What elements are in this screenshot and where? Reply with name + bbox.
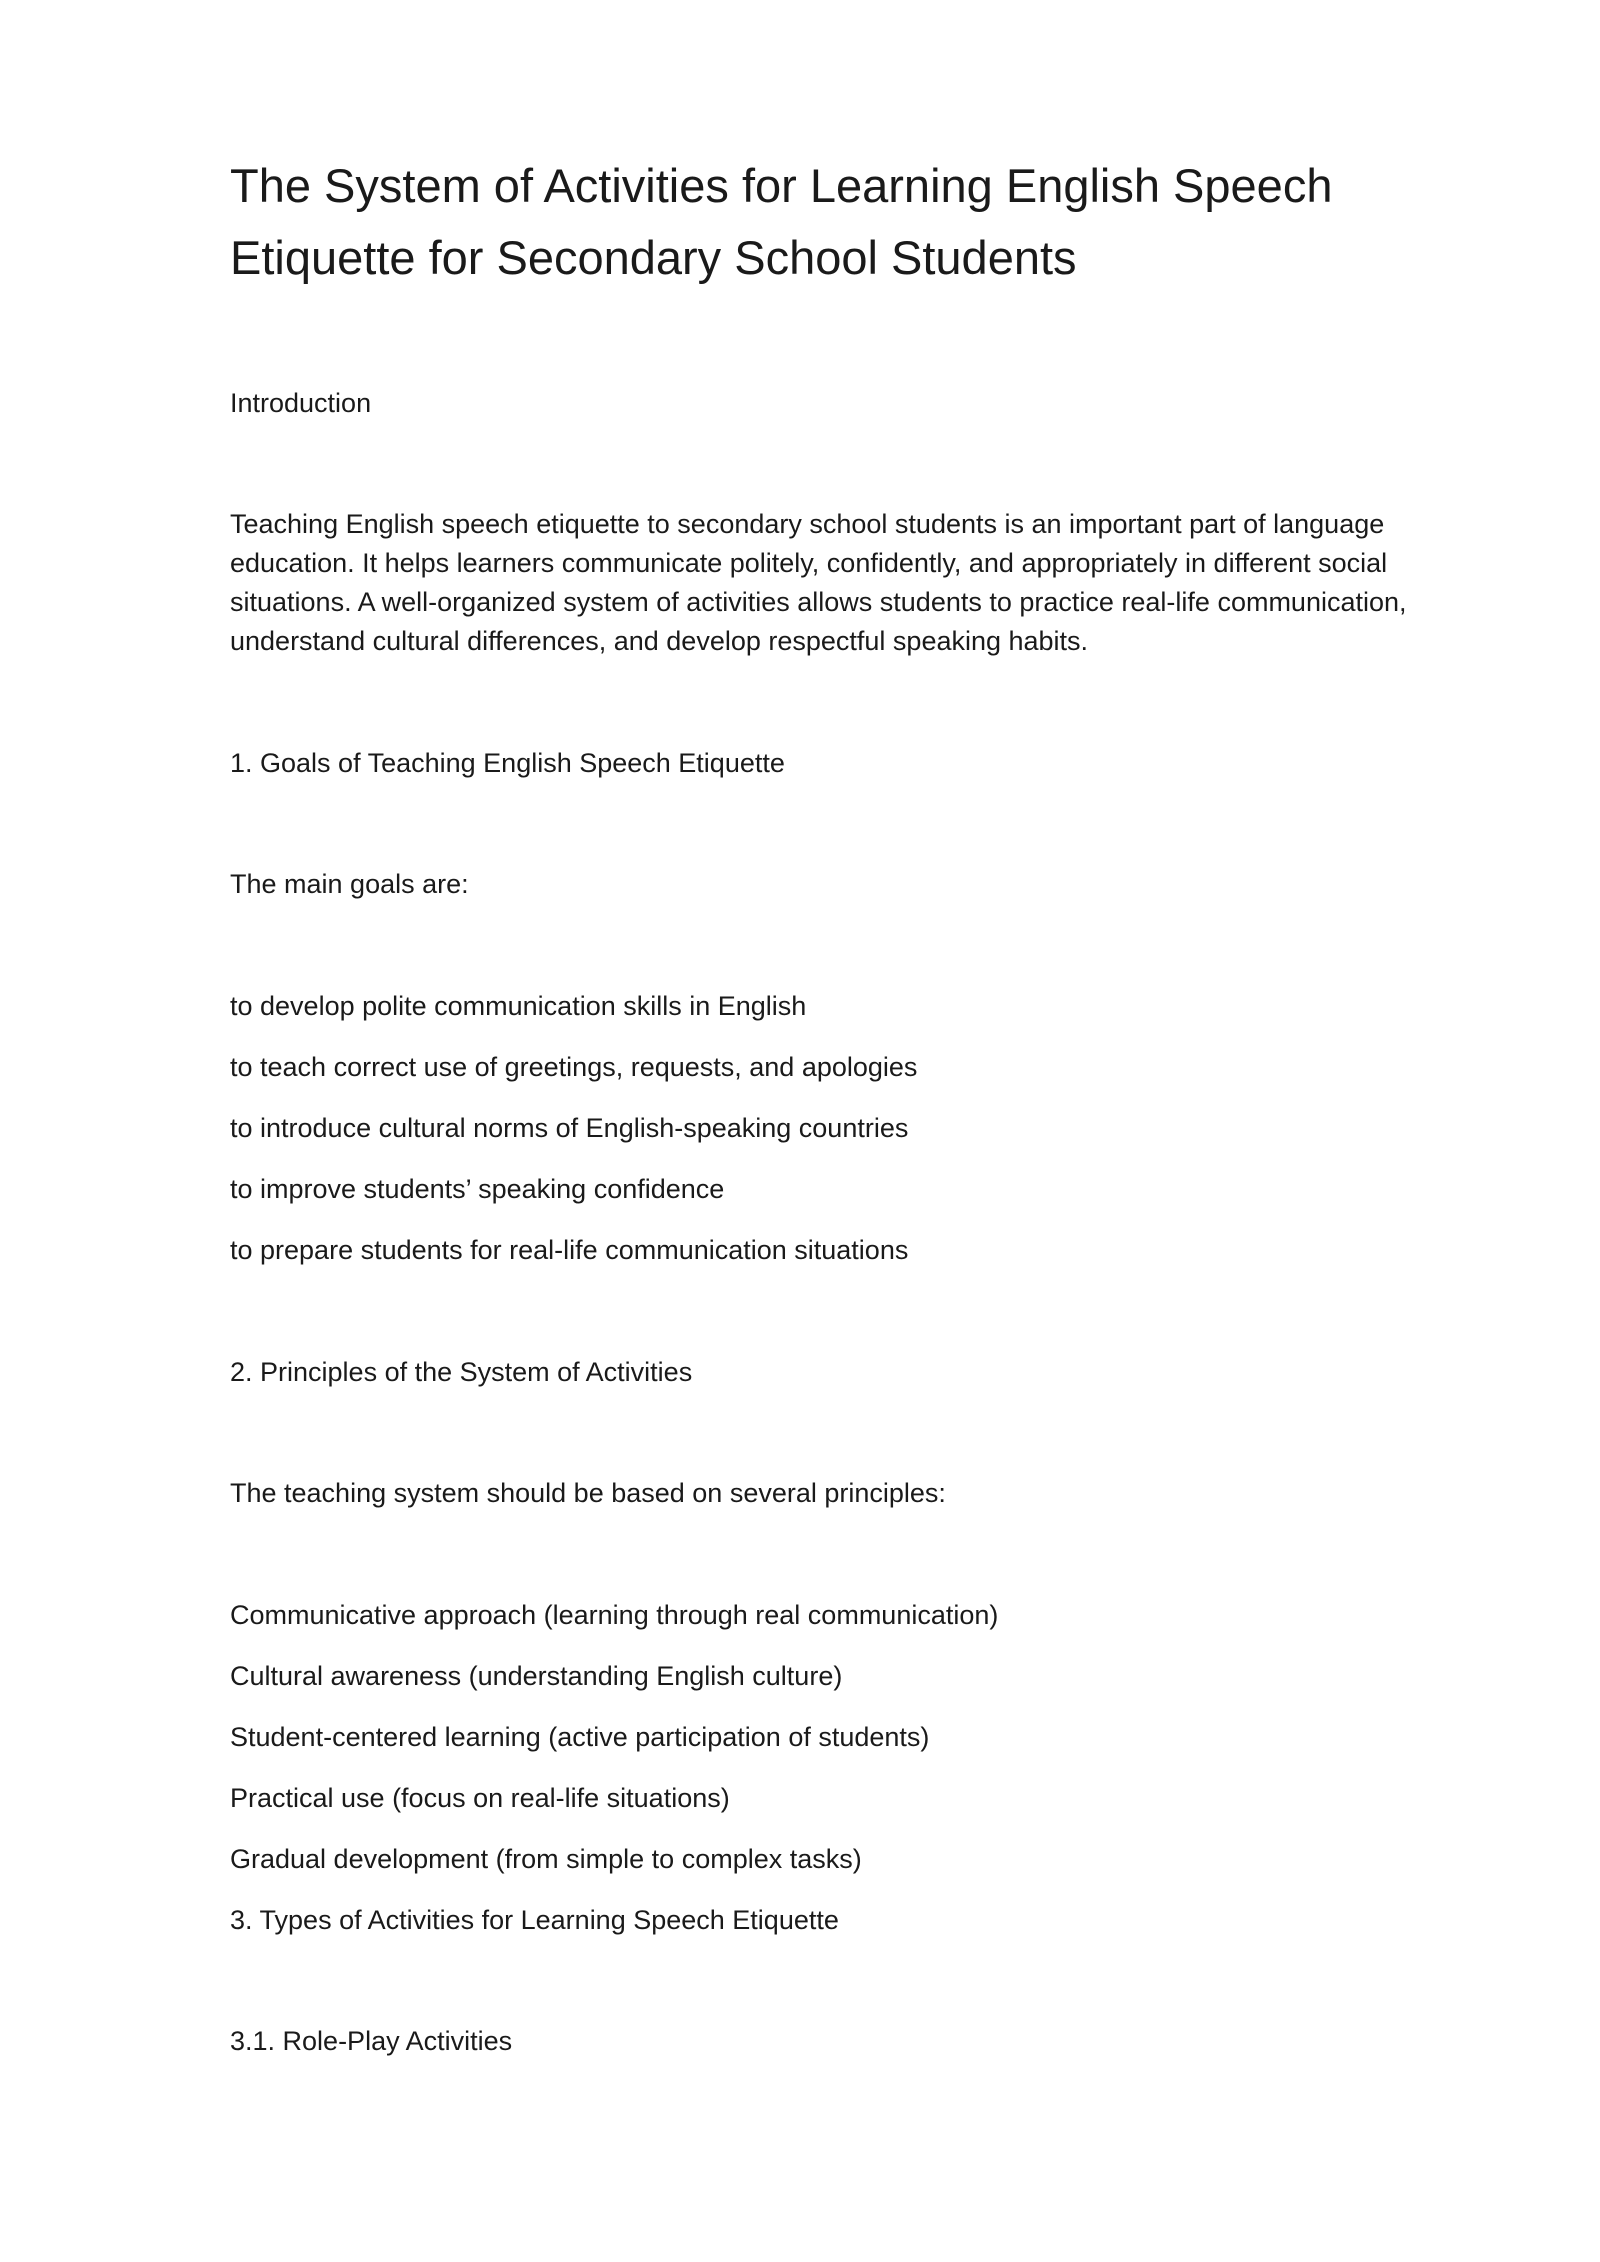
list-item: Gradual development (from simple to complex tasks) <box>230 1844 862 1874</box>
goals-list <box>230 987 1470 1292</box>
list-item: Student-centered learning (active participation of students) <box>230 1722 930 1752</box>
section-3-heading: 3. Types of Activities for Learning Speech Etiquette <box>230 1905 839 1935</box>
section-2-heading: 2. Principles of the System of Activities <box>230 1357 693 1387</box>
intro-heading: Introduction <box>230 388 372 418</box>
document-title: The System of Activities for Learning English Speech Etiquette for Secondary School Students <box>230 159 1333 284</box>
section-1-lead: The main goals are: <box>230 869 469 899</box>
section-2-lead: The teaching system should be based on several principles: <box>230 1478 946 1508</box>
list-item: to prepare students for real-life communication situations <box>230 1235 909 1265</box>
list-item: Cultural awareness (understanding English culture) <box>230 1661 843 1691</box>
section-3-1-subheading: 3.1. Role-Play Activities <box>230 2026 513 2056</box>
list-item: to develop polite communication skills in English <box>230 991 807 1021</box>
list-item: Communicative approach (learning through real communication) <box>230 1600 999 1630</box>
list-item: Practical use (focus on real-life situations) <box>230 1783 730 1813</box>
document-body <box>230 150 1470 2060</box>
list-item: to teach correct use of greetings, requests, and apologies <box>230 1052 918 1082</box>
section-1-heading: 1. Goals of Teaching English Speech Etiquette <box>230 748 785 778</box>
principles-list <box>230 1596 1470 1901</box>
list-item: to introduce cultural norms of English-speaking countries <box>230 1113 909 1143</box>
list-item: to improve students’ speaking confidence <box>230 1174 725 1204</box>
intro-paragraph: Teaching English speech etiquette to secondary school students is an important part of language education. It helps learners communicate politely, confidently, and appropriately in different social situations. A well-organized system of activities allows students to practice real-life communication, understand cultural differences, and develop respectful speaking habits. <box>230 509 1407 656</box>
